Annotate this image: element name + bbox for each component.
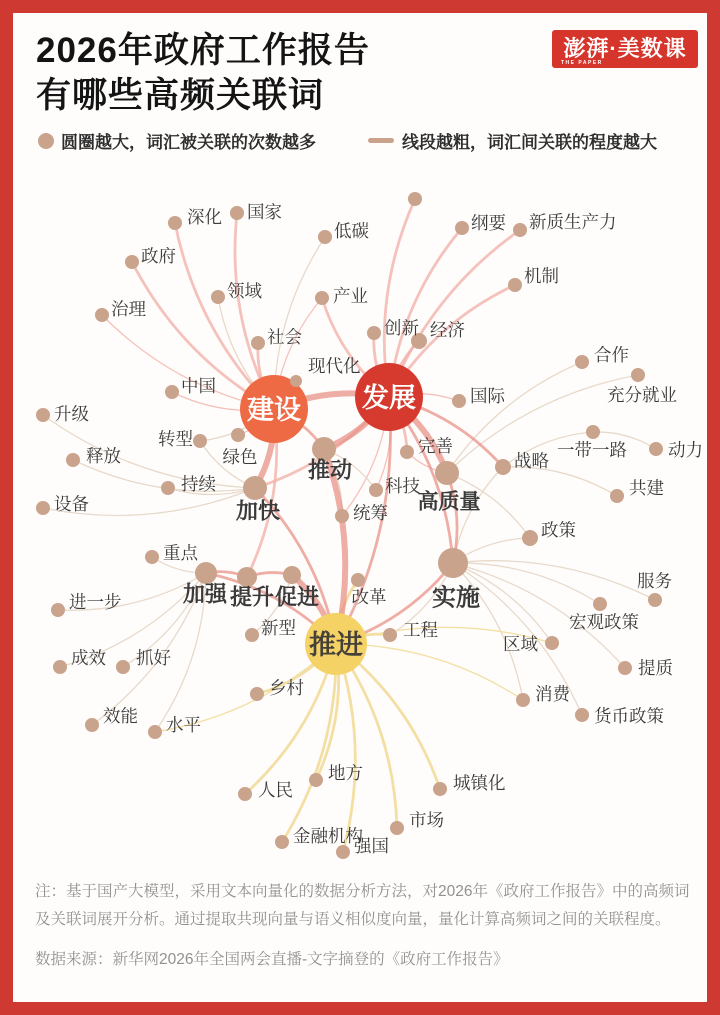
legend-circle-icon [38, 133, 54, 149]
legend-item-line [368, 128, 657, 153]
node-xiaofei [516, 693, 530, 707]
node-label-gongcheng: 工程 [403, 620, 438, 640]
node-label-gongjian: 共建 [629, 478, 664, 498]
legend-circle-label: 圆圈越大，词汇被关联的次数越多 [61, 133, 316, 152]
node-label-chengzhenhua: 城镇化 [453, 773, 506, 793]
node-label-lingyu: 领域 [227, 281, 262, 301]
node-qiangguo [336, 845, 350, 859]
node-label-tuidong: 推动 [307, 457, 353, 483]
node-xiandaihua [290, 375, 302, 387]
node-lvse [231, 428, 245, 442]
node-xinxing [245, 628, 259, 642]
node-shehui [251, 336, 265, 350]
node-label-difang: 地方 [328, 763, 363, 783]
node-label-chixu: 持续 [181, 474, 216, 494]
node-label-zhongdian: 重点 [163, 543, 198, 563]
node-jinyibu [51, 603, 65, 617]
node-label-hongguan: 宏观政策 [569, 612, 639, 632]
node-label-cujin: 促进 [274, 584, 320, 610]
node-label-jianshe: 建设 [247, 395, 301, 425]
node-label-quyu: 区域 [503, 634, 538, 654]
node-label-keji: 科技 [385, 476, 420, 496]
brand-logo-text: 澎湃·美数课 [563, 36, 687, 61]
footnote [35, 878, 695, 974]
title-line-2: 有哪些高频关联词 [36, 76, 325, 115]
node-label-ditan: 低碳 [334, 221, 369, 241]
node-huobi [575, 708, 589, 722]
node-label-xinxing: 新型 [261, 618, 296, 638]
node-label-wanshan: 完善 [418, 436, 453, 456]
node-label-fazhan: 发展 [362, 383, 416, 413]
node-dongli [649, 442, 663, 456]
node-shenhua [168, 216, 182, 230]
node-label-shenhua: 深化 [187, 207, 222, 227]
node-zhengce [522, 530, 538, 546]
node-label-jingji: 经济 [430, 320, 465, 340]
node-label-chongfen: 充分就业 [607, 385, 677, 405]
node-label-shichang: 市场 [409, 810, 444, 830]
node-label-xiaoneng: 效能 [103, 706, 138, 726]
node-label-gaige: 改革 [351, 587, 387, 607]
node-jizhi [508, 278, 522, 292]
node-label-lvse: 绿色 [222, 447, 258, 467]
node-label-qiangguo: 强国 [354, 836, 389, 856]
node-label-jiaqiang: 加强 [182, 581, 228, 607]
node-zhanlve [495, 459, 511, 475]
brand-logo-subtext: THE PAPER [561, 60, 603, 66]
node-tizhi [618, 661, 632, 675]
node-label-zhengce: 政策 [541, 520, 576, 540]
node-wanshan [400, 445, 414, 459]
node-shishi [438, 548, 468, 578]
edge-zhanlve-gongjian [503, 467, 617, 496]
node-jinrong [275, 835, 289, 849]
node-label-jinyibu: 进一步 [69, 592, 122, 612]
node-xiaoneng [85, 718, 99, 732]
node-yidai [586, 425, 600, 439]
node-gaozhiliang [435, 461, 459, 485]
node-label-renmin: 人民 [258, 780, 293, 800]
note-text: 注：基于国产大模型，采用文本向量化的数据分析方法，对2026年《政府工作报告》中的高频词及关联词展开分析。通过提取共现向量与语义相似度向量，量化计算高频词之间的关联程度。 [35, 883, 690, 928]
legend-item-circle [38, 128, 316, 153]
node-label-huobi: 货币政策 [594, 706, 664, 726]
node-tongchou [335, 509, 349, 523]
node-label-xiaofei: 消费 [535, 684, 570, 704]
source-text: 数据来源：新华网2026年全国两会直播-文字摘登的《政府工作报告》 [35, 951, 509, 968]
node-shebei [36, 501, 50, 515]
node-zhongguo [165, 385, 179, 399]
node-xiangcun [250, 687, 264, 701]
node-label-gaozhiliang: 高质量 [417, 490, 481, 514]
node-zhongdian [145, 550, 159, 564]
node-label-zhongguo: 中国 [181, 376, 216, 396]
node-label-chengxiao: 成效 [71, 648, 106, 668]
node-label-shishi: 实施 [432, 584, 480, 612]
node-zhili [95, 308, 109, 322]
node-label-tizhi: 提质 [638, 658, 673, 678]
node-label-zhili: 治理 [111, 299, 146, 319]
node-chongfen [631, 368, 645, 382]
node-xinzhi [513, 223, 527, 237]
legend-line-icon [368, 138, 394, 143]
node-difang [309, 773, 323, 787]
node-label-shifang: 释放 [86, 446, 121, 466]
node-guojia [230, 206, 244, 220]
node-zhuanxing [193, 434, 207, 448]
page-title [36, 28, 370, 118]
node-shuiping [148, 725, 162, 739]
node-label-gangyao: 纲要 [471, 213, 506, 233]
node-cujin [283, 566, 301, 584]
node-label-hezuo: 合作 [594, 345, 629, 365]
node-label-yidai: 一带一路 [557, 440, 627, 460]
node-zhuahao [116, 660, 130, 674]
node-label-chuangxin: 创新 [384, 318, 419, 338]
node-ditan [318, 230, 332, 244]
node-zhengfu [125, 255, 139, 269]
node-label-zhanlve: 战略 [514, 451, 549, 471]
node-hongguan [593, 597, 607, 611]
node-label-fuwu: 服务 [637, 571, 672, 591]
node-label-shengji: 升级 [54, 404, 89, 424]
node-shifang [66, 453, 80, 467]
node-chuangxin [367, 326, 381, 340]
node-lingyu [211, 290, 225, 304]
node-label-guojia: 国家 [247, 202, 282, 222]
node-gongjian [610, 489, 624, 503]
node-label-xinzhi: 新质生产力 [529, 212, 617, 232]
node-label-tisheng: 提升 [229, 584, 275, 610]
node-hezuo [575, 355, 589, 369]
node-gangyao [455, 221, 469, 235]
node-gongcheng [383, 628, 397, 642]
node-label-chanye: 产业 [333, 286, 368, 306]
node-label-tuijin: 推进 [309, 630, 363, 660]
node-chanye [315, 291, 329, 305]
node-shengji [36, 408, 50, 422]
node-guoji [452, 394, 466, 408]
header [36, 28, 370, 118]
node-label-zhuahao: 抓好 [136, 648, 171, 668]
node-jiakuai [243, 476, 267, 500]
node-wuming [408, 192, 422, 206]
node-shichang [390, 821, 404, 835]
node-label-xiangcun: 乡村 [269, 678, 304, 698]
node-chixu [161, 481, 175, 495]
node-gaige [351, 573, 365, 587]
node-keji [369, 483, 383, 497]
title-line-1: 2026年政府工作报告 [36, 31, 370, 70]
node-chengzhenhua [433, 782, 447, 796]
node-label-shehui: 社会 [267, 327, 302, 347]
node-renmin [238, 787, 252, 801]
node-label-shuiping: 水平 [166, 715, 201, 735]
node-fuwu [648, 593, 662, 607]
node-label-jiakuai: 加快 [235, 498, 281, 524]
node-label-tongchou: 统筹 [353, 503, 388, 523]
node-label-zhengfu: 政府 [141, 246, 176, 266]
node-chengxiao [53, 660, 67, 674]
node-label-guoji: 国际 [470, 386, 505, 406]
node-label-zhuanxing: 转型 [158, 429, 193, 449]
node-label-shebei: 设备 [54, 494, 89, 514]
node-label-xiandaihua: 现代化 [308, 356, 361, 376]
node-quyu [545, 636, 559, 650]
node-label-jinrong: 金融机构 [293, 826, 363, 846]
legend-line-label: 线段越粗，词汇间关联的程度越大 [402, 133, 657, 152]
node-label-dongli: 动力 [668, 440, 703, 460]
brand-logo [552, 30, 698, 68]
node-label-jizhi: 机制 [524, 266, 559, 286]
